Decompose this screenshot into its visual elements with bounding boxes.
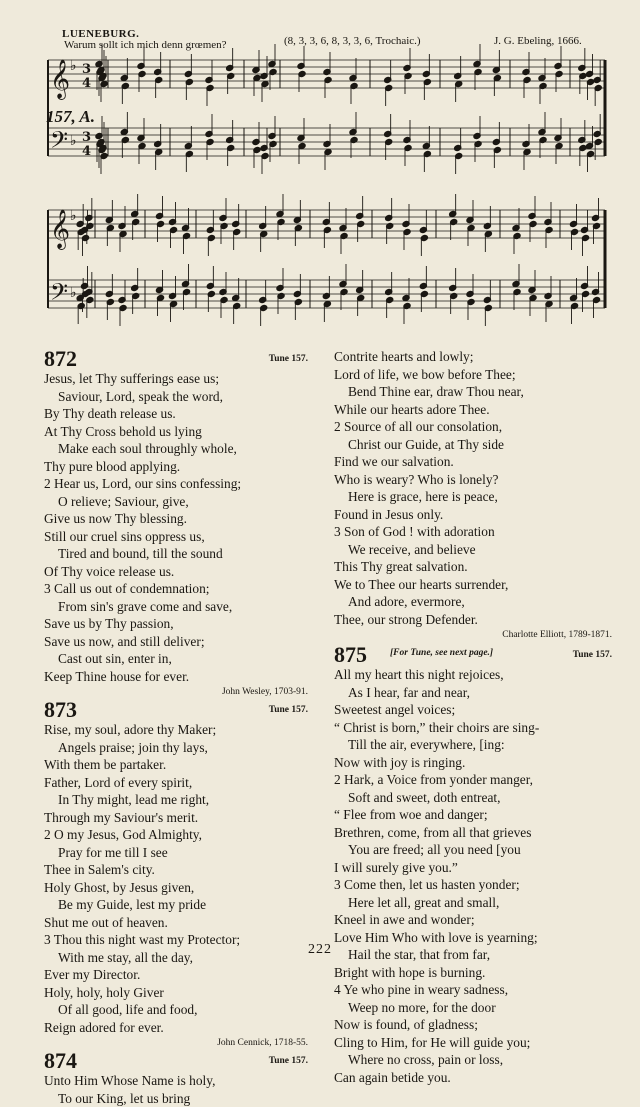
verse-line: Bend Thine ear, draw Thou near, <box>334 383 612 401</box>
verse-line: “ Flee from woe and danger; <box>334 806 612 824</box>
verse-line: 2 Hear us, Lord, our sins confessing; <box>44 475 308 493</box>
verse-line: With me stay, all the day, <box>44 949 308 967</box>
verse-line: Who is weary? Who is lonely? <box>334 471 612 489</box>
verse-line: Shut me out of heaven. <box>44 914 308 932</box>
hymn-number-row <box>334 644 612 666</box>
hymn-number-row <box>44 1050 308 1072</box>
svg-text:𝄢: 𝄢 <box>50 278 68 311</box>
verse-line: 3 Son of God ! with adoration <box>334 523 612 541</box>
verse-line: Brethren, come, from all that grieves <box>334 824 612 842</box>
verse-line: Ever my Director. <box>44 966 308 984</box>
verse-line: Where no cross, pain or loss, <box>334 1051 612 1069</box>
composer: J. G. Ebeling, 1666. <box>494 35 582 47</box>
verse-line: Now with joy is ringing. <box>334 754 612 772</box>
verse-line: Jesus, let Thy sufferings ease us; <box>44 370 308 388</box>
verse-line: Save us now, and still deliver; <box>44 633 308 651</box>
hymn-author: John Wesley, 1703-91. <box>44 685 308 699</box>
verse-line: Through my Saviour's merit. <box>44 809 308 827</box>
verse-line: Found in Jesus only. <box>334 506 612 524</box>
verse-line: Here let all, great and small, <box>334 894 612 912</box>
verse-line: 3 Thou this night wast my Protector; <box>44 931 308 949</box>
tune-ref: Tune 157. <box>269 348 308 370</box>
hymn-number: 872 <box>44 348 77 370</box>
left-column <box>44 348 308 1107</box>
verse-line: Thy pure blood applying. <box>44 458 308 476</box>
verse-line: Bright with hope is burning. <box>334 964 612 982</box>
verse-line: 2 Source of all our consolation, <box>334 418 612 436</box>
verse-line: Save us by Thy passion, <box>44 615 308 633</box>
verse-line: Father, Lord of every spirit, <box>44 774 308 792</box>
verse-line: Contrite hearts and lowly; <box>334 348 612 366</box>
svg-text:𝄢: 𝄢 <box>50 126 68 159</box>
verse-line: Still our cruel sins oppress us, <box>44 528 308 546</box>
verse-line: Hail the star, that from far, <box>334 946 612 964</box>
svg-text:♭: ♭ <box>70 208 77 224</box>
tune-note: [For Tune, see next page.] <box>390 642 493 664</box>
tune-ref: Tune 157. <box>573 644 612 666</box>
verse-line: Lord of life, we bow before Thee; <box>334 366 612 384</box>
verse-line: Pray for me till I see <box>44 844 308 862</box>
tune-name: LUENEBURG. <box>62 28 139 40</box>
verse-line: Find we our salvation. <box>334 453 612 471</box>
verse-line: To our King, let us bring <box>44 1090 308 1107</box>
verse-line: Thee in Salem's city. <box>44 861 308 879</box>
meter: (8, 3, 3, 6, 8, 3, 3, 6, Trochaic.) <box>284 35 421 47</box>
verse-line: You are freed; all you need [you <box>334 841 612 859</box>
verse-line: Kneel in awe and wonder; <box>334 911 612 929</box>
verse-line: Till the air, everywhere, [ing: <box>334 736 612 754</box>
verse-line: 2 Hark, a Voice from yonder manger, <box>334 771 612 789</box>
verse-line: Give us now Thy blessing. <box>44 510 308 528</box>
verse-line: “ Christ is born,” their choirs are sing- <box>334 719 612 737</box>
verse-line: Love Him Who with love is yearning; <box>334 929 612 947</box>
tune-subtitle: Warum sollt ich mich denn grœmen? <box>64 39 227 51</box>
verse-line: With them be partaker. <box>44 756 308 774</box>
right-column <box>334 348 612 1086</box>
hymn-number-row <box>44 348 308 370</box>
verse-line: 3 Come then, let us hasten yonder; <box>334 876 612 894</box>
verse-line: Soft and sweet, doth entreat, <box>334 789 612 807</box>
hymn-number: 873 <box>44 699 77 721</box>
verse-line: Of Thy voice release us. <box>44 563 308 581</box>
hymn-number: 875 <box>334 644 367 666</box>
verse-line: Keep Thine house for ever. <box>44 668 308 686</box>
verse-line: Thee, our strong Defender. <box>334 611 612 629</box>
verse-line: Cast out sin, enter in, <box>44 650 308 668</box>
hymn-number: 874 <box>44 1050 77 1072</box>
verse-line: Christ our Guide, at Thy side <box>334 436 612 454</box>
verse-line: 4 Ye who pine in weary sadness, <box>334 981 612 999</box>
verse-line: By Thy death release us. <box>44 405 308 423</box>
verse-line: Of all good, life and food, <box>44 1001 308 1019</box>
verse-line: 2 O my Jesus, God Almighty, <box>44 826 308 844</box>
verse-line: 3 Call us out of condemnation; <box>44 580 308 598</box>
verse-line: Holy Ghost, by Jesus given, <box>44 879 308 897</box>
verse-line: At Thy Cross behold us lying <box>44 423 308 441</box>
svg-text:♭: ♭ <box>70 58 77 74</box>
svg-text:3: 3 <box>82 130 91 145</box>
verse-line: This Thy great salvation. <box>334 558 612 576</box>
verse-line: We receive, and believe <box>334 541 612 559</box>
verse-line: As I hear, far and near, <box>334 684 612 702</box>
verse-line: Saviour, Lord, speak the word, <box>44 388 308 406</box>
verse-line: Unto Him Whose Name is holy, <box>44 1072 308 1090</box>
tune-ref: Tune 157. <box>269 699 308 721</box>
hymn-number-row <box>44 699 308 721</box>
verse-line: Rise, my soul, adore thy Maker; <box>44 721 308 739</box>
verse-line: Can again betide you. <box>334 1069 612 1087</box>
verse-line: We to Thee our hearts surrender, <box>334 576 612 594</box>
svg-text:3: 3 <box>82 62 91 77</box>
tune-ref: Tune 157. <box>269 1050 308 1072</box>
verse-line: In Thy might, lead me right, <box>44 791 308 809</box>
hymn-author: John Cennick, 1718-55. <box>44 1036 308 1050</box>
verse-line: Now is found, of gladness; <box>334 1016 612 1034</box>
verse-line: O relieve; Saviour, give, <box>44 493 308 511</box>
verse-line: Reign adored for ever. <box>44 1019 308 1037</box>
svg-text:♭: ♭ <box>70 133 77 149</box>
svg-text:♭: ♭ <box>70 285 77 301</box>
svg-text:4: 4 <box>82 144 91 159</box>
verse-line: I will surely give you.” <box>334 859 612 877</box>
verse-line: And adore, evermore, <box>334 593 612 611</box>
verse-line: While our hearts adore Thee. <box>334 401 612 419</box>
svg-text:𝄞: 𝄞 <box>50 59 70 100</box>
svg-text:4: 4 <box>82 76 91 91</box>
page-number: 222 <box>0 942 640 958</box>
svg-text:𝄞: 𝄞 <box>50 209 70 250</box>
verse-line: Cling to Him, for He will guide you; <box>334 1034 612 1052</box>
verse-line: Make each soul throughly whole, <box>44 440 308 458</box>
hymn-author: Charlotte Elliott, 1789-1871. <box>334 628 612 642</box>
verse-line: Tired and bound, till the sound <box>44 545 308 563</box>
music-score <box>0 0 640 340</box>
verse-line: Be my Guide, lest my pride <box>44 896 308 914</box>
tune-label: 157, A. <box>46 107 95 127</box>
verse-line: From sin's grave come and save, <box>44 598 308 616</box>
verse-line: Holy, holy, holy Giver <box>44 984 308 1002</box>
verse-line: All my heart this night rejoices, <box>334 666 612 684</box>
verse-line: Sweetest angel voices; <box>334 701 612 719</box>
verse-line: Weep no more, for the door <box>334 999 612 1017</box>
verse-line: Here is grace, here is peace, <box>334 488 612 506</box>
verse-line: Angels praise; join thy lays, <box>44 739 308 757</box>
